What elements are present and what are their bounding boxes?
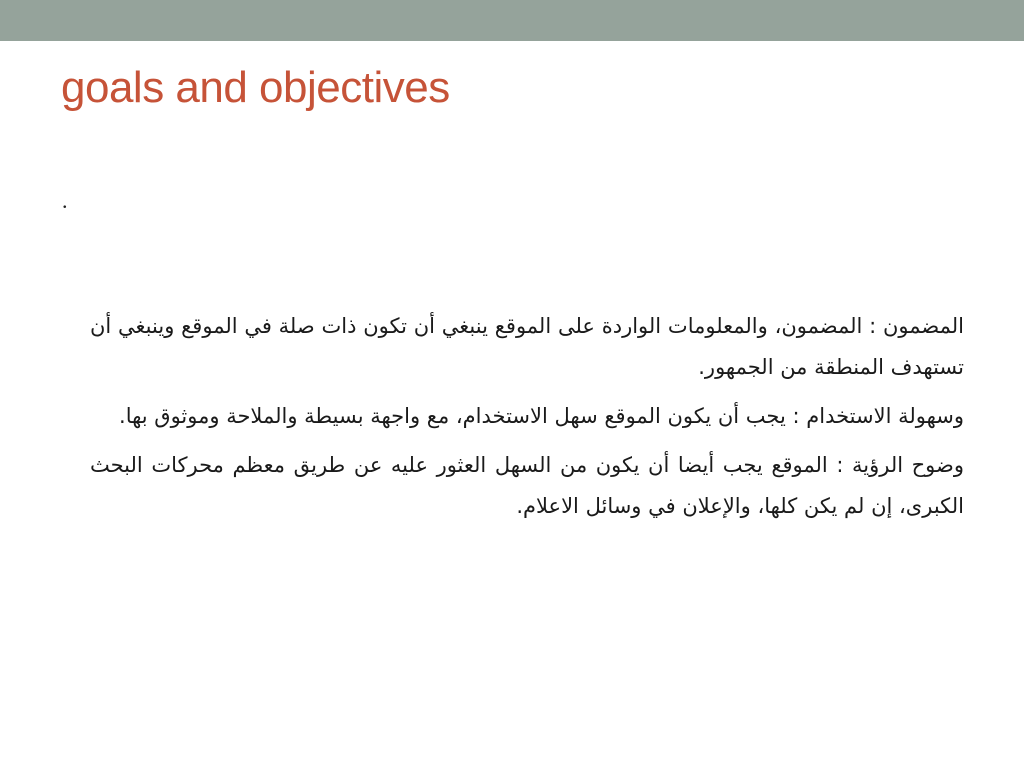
paragraph-visibility: وضوح الرؤية : الموقع يجب أيضا أن يكون من السهل العثور عليه عن طريق معظم محركات البحث الكبرى، إن لم يكن كلها، والإعلان في وسائل الاعلام. — [90, 453, 964, 518]
slide-title: goals and objectives — [61, 63, 450, 112]
paragraph-usability: وسهولة الاستخدام : يجب أن يكون الموقع سهل الاستخدام، مع واجهة بسيطة والملاحة وموثوق بها. — [119, 404, 964, 428]
paragraph-content: المضمون : المضمون، والمعلومات الواردة على الموقع ينبغي أن تكون ذات صلة في الموقع وينبغي أن تستهدف المنطقة من الجمهور. — [90, 314, 964, 379]
bullet-marker: . — [62, 188, 68, 213]
slide-body — [90, 306, 964, 535]
top-accent-bar — [0, 0, 1024, 41]
